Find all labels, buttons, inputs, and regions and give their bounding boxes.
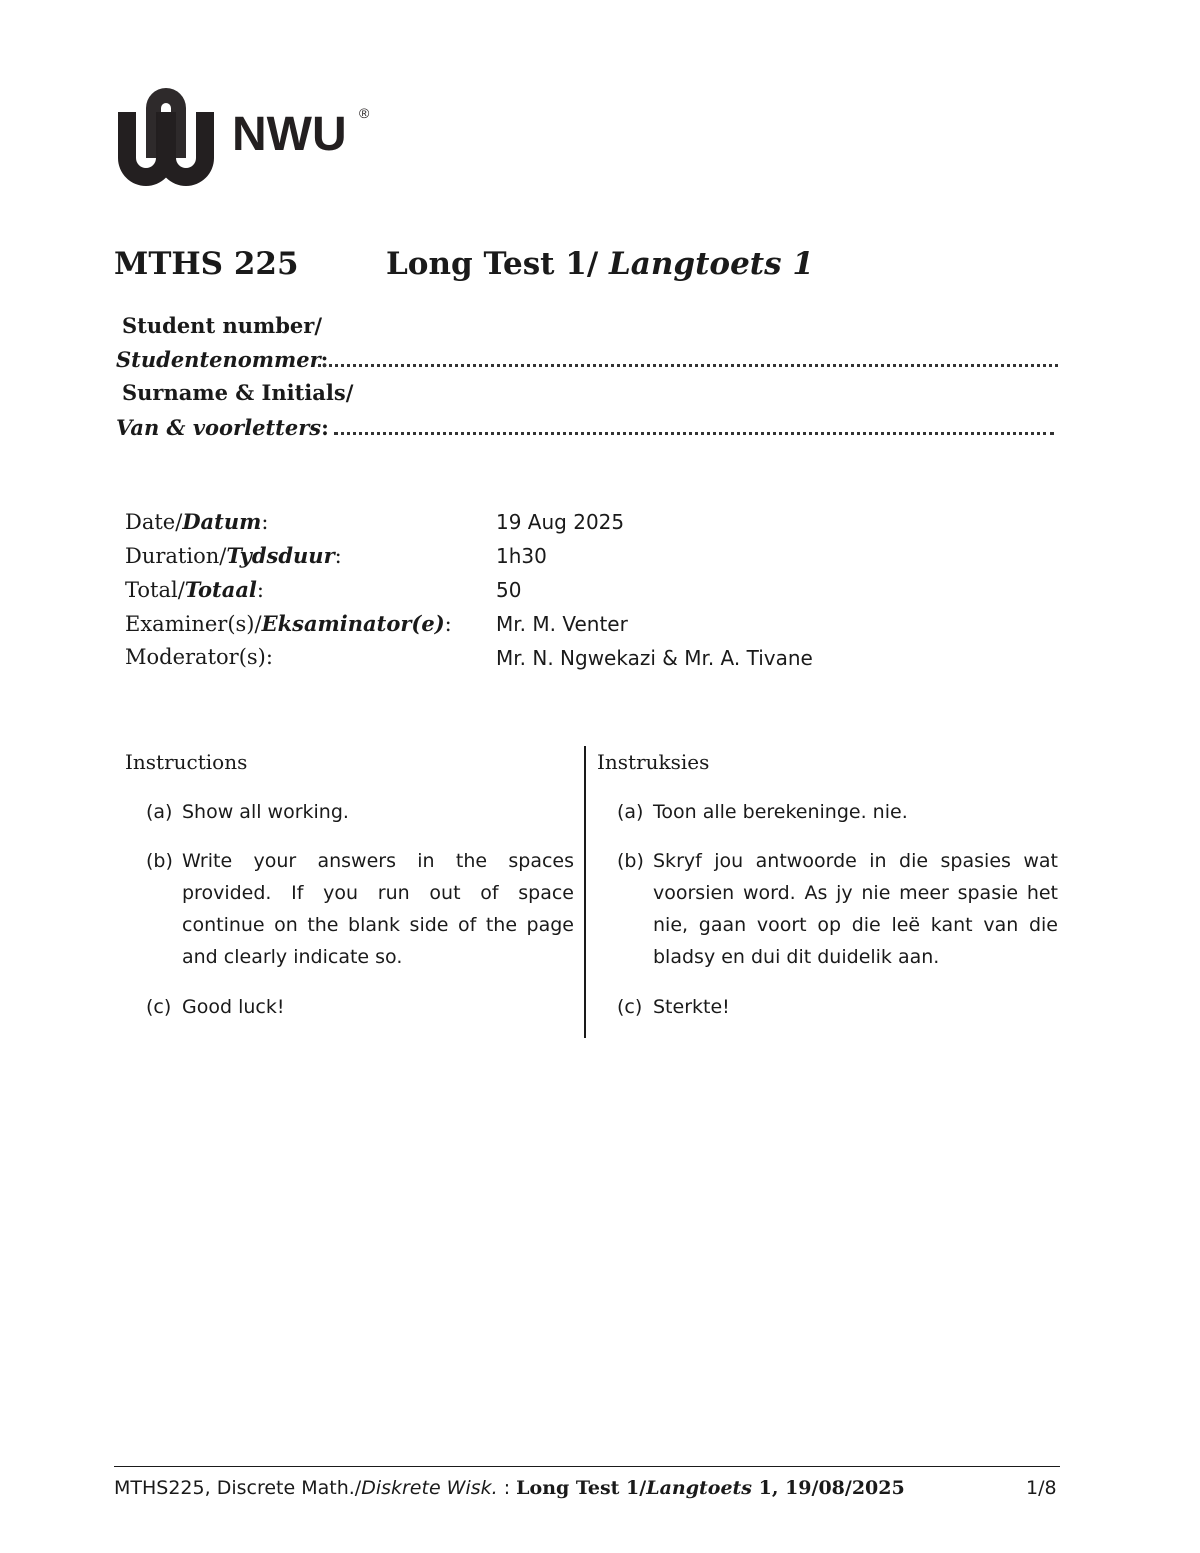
list-item: (a) Show all working. — [146, 801, 349, 823]
registered-mark: ® — [359, 105, 370, 121]
van-voorletters-text: Van & voorletters — [116, 415, 322, 440]
column-divider — [584, 746, 586, 1038]
student-number-label: Student number/ — [122, 313, 322, 338]
surname-field[interactable] — [334, 430, 1054, 435]
total-value: 50 — [496, 578, 522, 602]
list-item: (b) Write your answers in the spaces provided. If you run out of space continue on the blank side of the page and clearly indicate so. — [146, 850, 574, 968]
duration-label: Duration/Tydsduur: — [125, 543, 342, 568]
date-label: Date/Datum: — [125, 509, 269, 534]
studentenommer-text: Studentenommer — [116, 347, 321, 372]
moderator-value: Mr. N. Ngwekazi & Mr. A. Tivane — [496, 646, 813, 670]
date-value: 19 Aug 2025 — [496, 510, 625, 534]
examiner-value: Mr. M. Venter — [496, 612, 628, 636]
van-voorletters-label: Van & voorletters: — [116, 415, 329, 440]
student-number-field[interactable] — [318, 362, 1058, 367]
course-code: MTHS 225 — [114, 246, 299, 282]
instructions-heading: Instructions — [125, 750, 248, 774]
title-afrikaans: Langtoets 1 — [608, 246, 814, 282]
list-item: (c) Sterkte! — [617, 996, 730, 1018]
examiner-label: Examiner(s)/Eksaminator(e): — [125, 611, 452, 636]
nwu-logo — [116, 84, 376, 188]
test-title — [386, 246, 814, 282]
logo-text: NWU — [232, 108, 347, 161]
surname-label: Surname & Initials/ — [122, 380, 354, 405]
nwu-emblem-icon — [116, 84, 376, 188]
title-english: Long Test 1/ — [386, 246, 599, 282]
list-item: (a) Toon alle berekeninge. nie. — [617, 801, 908, 823]
duration-value: 1h30 — [496, 544, 547, 568]
studentenommer-label: Studentenommer: — [116, 347, 329, 372]
page-number: 1/8 — [1026, 1477, 1057, 1499]
footer-rule — [114, 1466, 1060, 1467]
footer-text: MTHS225, Discrete Math./Diskrete Wisk. : Long Test 1/Langtoets 1, 19/08/2025 — [114, 1477, 905, 1499]
total-label: Total/Totaal: — [125, 577, 264, 602]
instruksies-heading: Instruksies — [597, 750, 710, 774]
moderator-label: Moderator(s): — [125, 645, 273, 669]
list-item: (c) Good luck! — [146, 996, 285, 1018]
list-item: (b) Skryf jou antwoorde in die spasies wat voorsien word. As jy nie meer spasie het nie, gaan voort op die leë kant van die bladsy en dui dit duidelik aan. — [617, 850, 1058, 968]
